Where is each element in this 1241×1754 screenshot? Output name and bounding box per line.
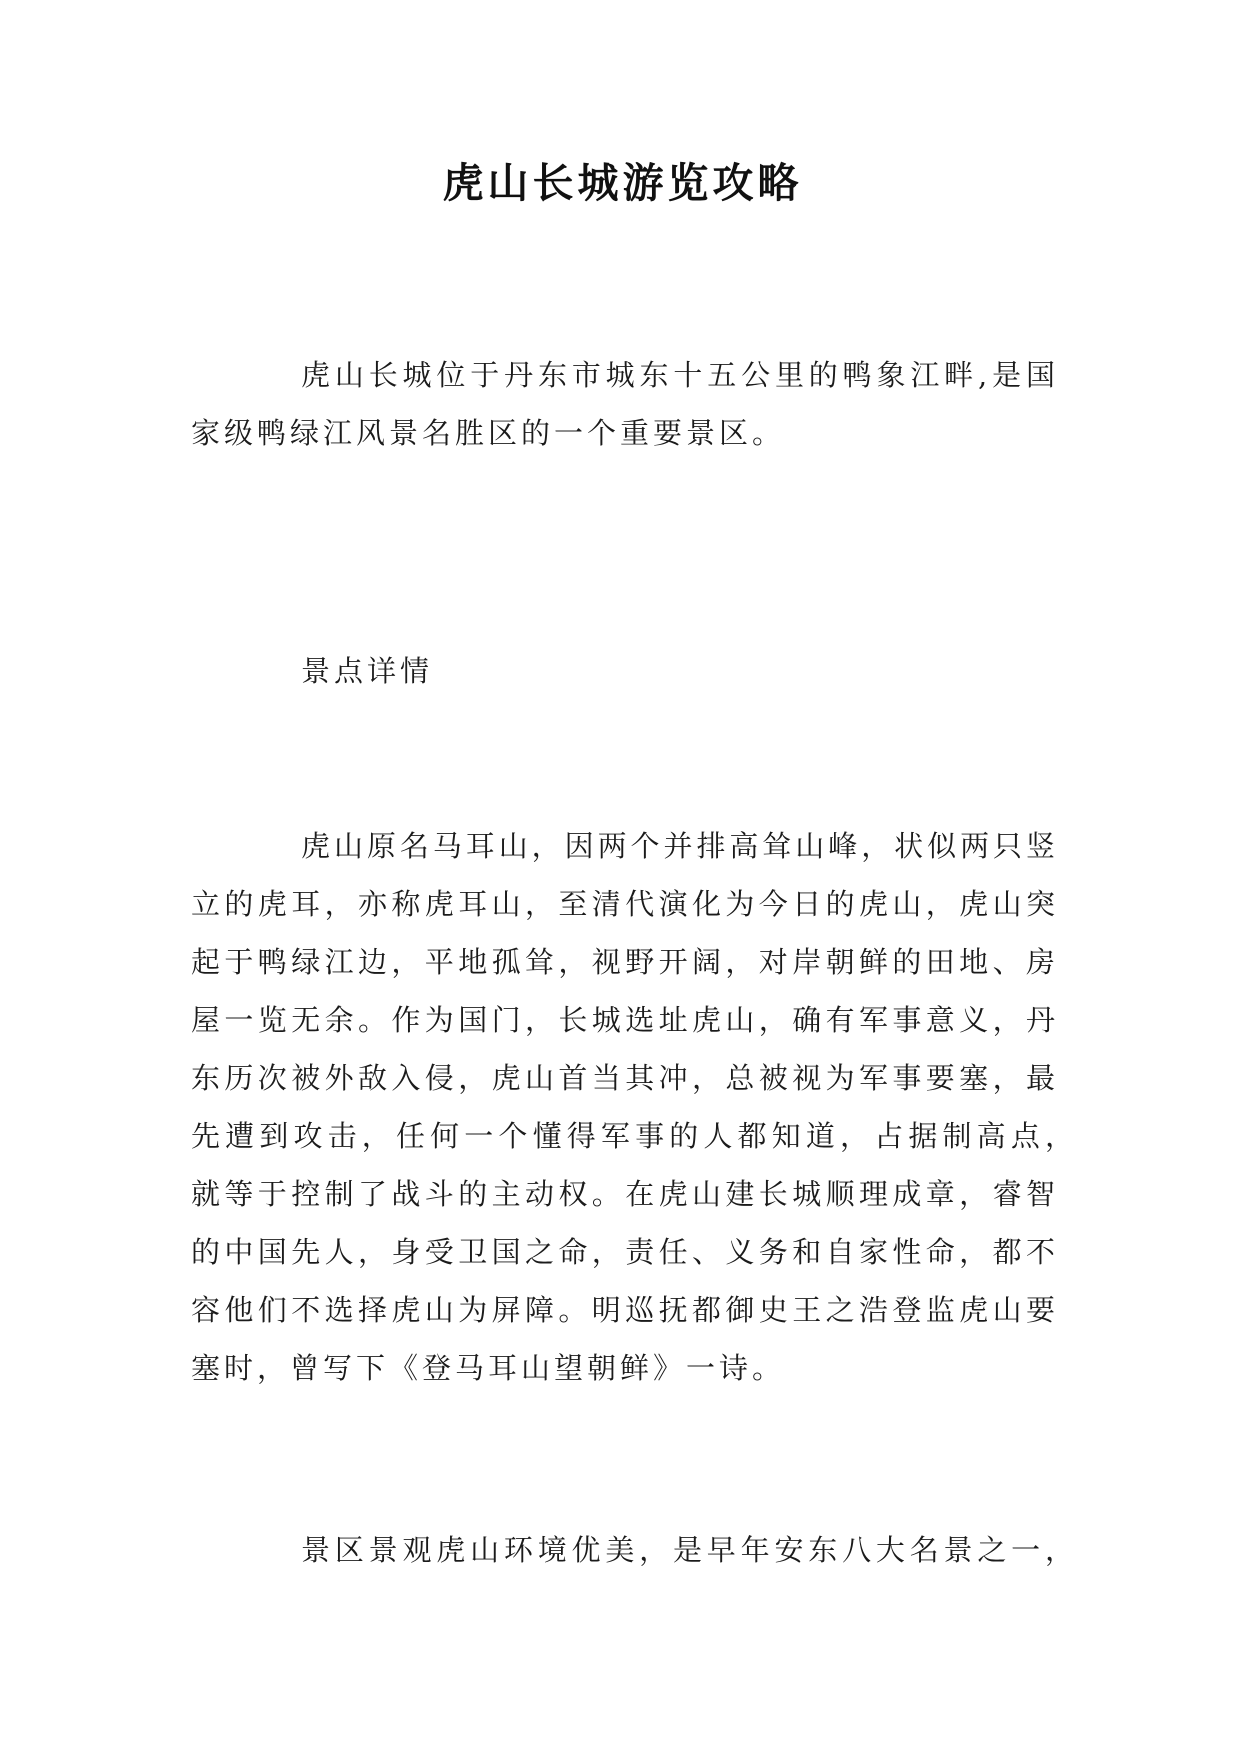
paragraph-line: 就等于控制了战斗的主动权。在虎山建长城顺理成章，睿智: [191, 1177, 1055, 1211]
paragraph-line: 先遭到攻击，任何一个懂得军事的人都知道，占据制高点，: [191, 1119, 1074, 1153]
paragraph-line: 屋一览无余。作为国门，长城选址虎山，确有军事意义，丹: [191, 1003, 1055, 1037]
paragraph-line: 景区景观虎山环境优美，是早年安东八大名景之一，: [301, 1533, 1074, 1567]
paragraph-line: 起于鸭绿江边，平地孤耸，视野开阔，对岸朝鲜的田地、房: [191, 945, 1055, 979]
document-title: 虎山长城游览攻略: [442, 159, 803, 207]
scenery-paragraph: [191, 1521, 1074, 1579]
paragraph-line: 塞时，曾写下《登马耳山望朝鲜》一诗。: [191, 1351, 786, 1385]
paragraph-line: 立的虎耳，亦称虎耳山，至清代演化为今日的虎山，虎山突: [191, 887, 1055, 921]
section-heading-block: [191, 642, 1055, 700]
paragraph-line: 的中国先人，身受卫国之命，责任、义务和自家性命，都不: [191, 1235, 1055, 1269]
paragraph-line: 东历次被外敌入侵，虎山首当其冲，总被视为军事要塞，最: [191, 1061, 1055, 1095]
intro-paragraph: [191, 346, 1055, 462]
history-paragraph: [191, 817, 1074, 1397]
paragraph-line: 虎山原名马耳山，因两个并排高耸山峰，状似两只竖: [301, 829, 1055, 863]
paragraph-line: 家级鸭绿江风景名胜区的一个重要景区。: [191, 416, 786, 450]
section-heading: 景点详情: [301, 654, 434, 688]
paragraph-line: 虎山长城位于丹东市城东十五公里的鸭象江畔,是国: [301, 358, 1055, 392]
paragraph-line: 容他们不选择虎山为屏障。明巡抚都御史王之浩登监虎山要: [191, 1293, 1055, 1327]
